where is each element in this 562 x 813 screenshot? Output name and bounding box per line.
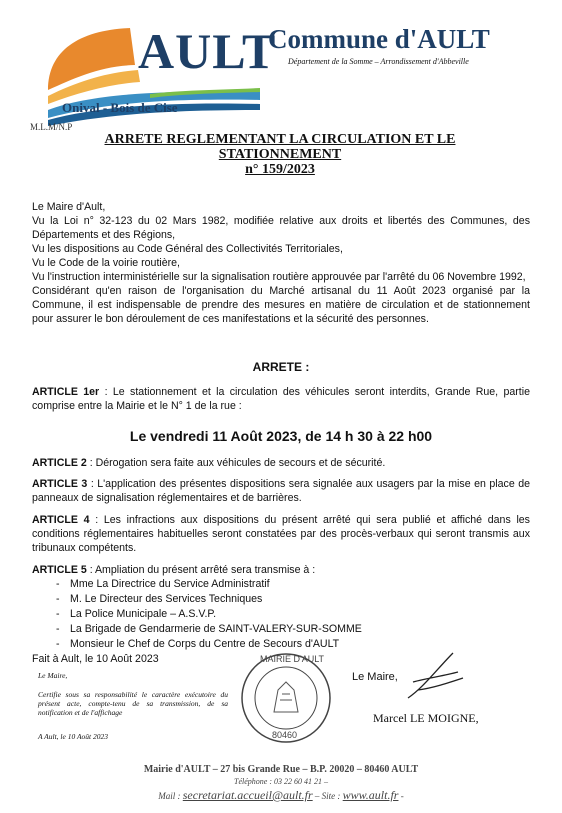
recipient-item: - Mme La Directrice du Service Administratif [56,577,530,592]
certification-date: A Ault, le 10 Août 2023 [38,732,109,741]
footer-phone: Téléphone : 03 22 60 41 21 – [234,777,328,786]
logo-word: AULT [138,23,277,79]
article-2-text: : Dérogation sera faite aux véhicules de secours et de sécurité. [86,457,386,469]
article-1-text: : Le stationnement et la circulation des véhicules seront interdits, Grande Rue, partie comprise entre la Mairie et le N° 1 de la rue : [32,386,530,412]
article-3-text: : L'application des présentes dispositions sera signalée aux usagers par la mise en place de panneaux de signalisation réglementaires et de barrières. [32,478,530,504]
recipient-item: - La Brigade de Gendarmerie de SAINT-VALERY-SUR-SOMME [56,622,530,637]
preamble-line: Vu l'instruction interministérielle sur la signalisation routière approuvée par l'arrêté du 06 Novembre 1992, [32,271,526,283]
mail-label: Mail : [158,791,181,801]
article-5-text: : Ampliation du présent arrêté sera transmise à : [86,564,316,576]
preamble-line: Vu les dispositions au Code Général des Collectivités Territoriales, [32,243,343,255]
preamble-line: Considérant qu'en raison de l'organisation du Marché artisanal du 11 Août 2023 organisé par la Commune, il est indispensable de prendre des mesures en matière de circulation et de stationnement pour assurer le bon déroulement de ces manifestations et la sécurité des personnes. [32,285,530,325]
title-number: n° 159/2023 [245,162,315,177]
preamble [32,200,530,326]
stamp-postal: 80460 [272,730,298,740]
footer-address: Mairie d'AULT – 27 bis Grande Rue – B.P. 20020 – 80460 AULT [143,764,419,775]
signature-label: Le Maire, [352,671,398,683]
reference-initials: M.L.M/N.P [30,122,73,132]
article-2-label: ARTICLE 2 [32,457,87,469]
site-label: – Site : [314,791,341,801]
article-5-label: ARTICLE 5 [32,564,87,576]
article-1 [32,385,530,413]
article-4-text: : Les infractions aux dispositions du présent arrêté qui sera publié et affiché dans les conditions réglementaires habituelles seront constatées par des procès-verbaux qui seront transmis aux tribunaux compétents. [32,514,530,554]
article-4 [32,513,530,555]
arrete-heading: ARRETE : [252,360,310,374]
done-at: Fait à Ault, le 10 Août 2023 [32,653,159,665]
article-3-label: ARTICLE 3 [32,478,88,490]
site-link[interactable]: www.ault.fr [342,788,399,802]
recipient-item: - M. Le Directeur des Services Techniques [56,592,530,607]
preamble-line: Le Maire d'Ault, [32,201,106,213]
event-date-line: Le vendredi 11 Août 2023, de 14 h 30 à 22 h00 [129,428,433,444]
footer-contact [0,788,562,803]
mairie-stamp [238,650,334,746]
article-2 [32,456,530,470]
commune-name: Commune d'AULT [268,24,490,54]
recipient-item: - Monsieur le Chef de Corps du Centre de Secours d'AULT [56,637,530,652]
mayor-name: Marcel LE MOIGNE, [373,711,479,725]
recipient-list [32,577,530,652]
mail-link[interactable]: secretariat.accueil@ault.fr [182,788,313,802]
recipient-item: - La Police Municipale – A.S.V.P. [56,607,530,622]
title-line-2: STATIONNEMENT [218,147,342,162]
stamp-top-text: MAIRIE D'AULT [260,654,325,664]
footer-trail: - [400,791,404,801]
article-4-label: ARTICLE 4 [32,514,90,526]
document-title [60,132,500,177]
article-3 [32,477,530,505]
handwritten-signature [398,648,468,708]
logo-subtitle: Onival - Bois de Cise [62,100,178,115]
preamble-line: Vu le Code de la voirie routière, [32,257,181,269]
article-1-label: ARTICLE 1er [32,386,100,398]
certification-text: Certifie sous sa responsabilité le caractère exécutoire du présent acte, compte-tenu de sa transmission, de sa notification et de l'affichage [38,690,228,717]
title-line-1: ARRETE REGLEMENTANT LA CIRCULATION ET LE [104,132,456,147]
certification-maire: Le Maire, [38,671,68,680]
department-line: Département de la Somme – Arrondissement d'Abbeville [288,57,469,66]
preamble-line: Vu la Loi n° 32-123 du 02 Mars 1982, modifiée relative aux droits et libertés des Communes, des Départements et des Régions, [32,215,530,241]
